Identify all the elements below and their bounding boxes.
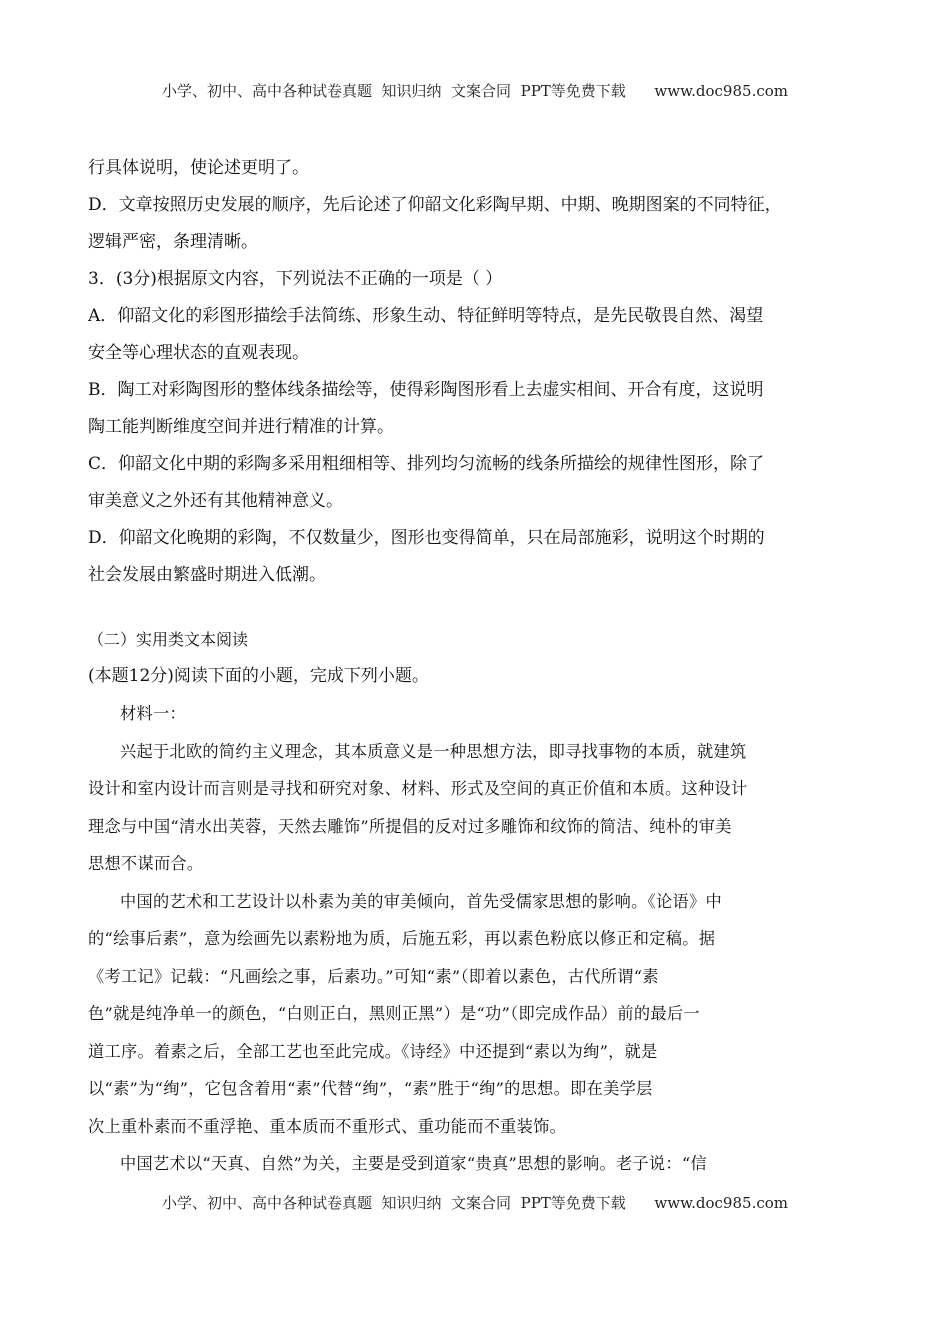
page-footer: 小学、初中、高中各种试卷真题 知识归纳 文案合同 PPT等免费下载 www.doc985.com — [161, 1194, 788, 1212]
passage-line: 兴起于北欧的简约主义理念，其本质意义是一种思想方法，即寻找事物的本质，就建筑 — [120, 741, 747, 761]
section-instruction: (本题12分)阅读下面的小题，完成下列小题。 — [88, 666, 429, 686]
text-line: 陶工能判断维度空间并进行精准的计算。 — [88, 417, 394, 437]
text-line: 审美意义之外还有其他精神意义。 — [88, 491, 343, 511]
option-b-line: B．陶工对彩陶图形的整体线条描绘等，使得彩陶图形看上去虚实相间、开合有度，这说明 — [88, 380, 764, 400]
text-line: 逻辑严密，条理清晰。 — [88, 232, 258, 252]
passage-line: 中国的艺术和工艺设计以朴素为美的审美倾向，首先受儒家思想的影响。《论语》中 — [120, 891, 722, 911]
passage-line: 思想不谋而合。 — [88, 854, 204, 873]
option-d-line: D．文章按照历史发展的顺序，先后论述了仰韶文化彩陶早期、中期、晚期图案的不同特征， — [88, 195, 782, 215]
passage-line: 的“绘事后素”，意为绘画先以素粉地为质，后施五彩，再以素色粉底以修正和定稿。据 — [88, 929, 716, 948]
option-d-line: D．仰韶文化晚期的彩陶，不仅数量少，图形也变得简单，只在局部施彩，说明这个时期的 — [88, 528, 765, 548]
passage-line: 中国艺术以“天真、自然”为关，主要是受到道家“贵真”思想的影响。老子说：“信 — [120, 1154, 707, 1173]
text-line: 安全等心理状态的直观表现。 — [88, 343, 309, 363]
passage-line: 以“素”为“绚”，它包含着用“素”代替“绚”，“素”胜于“绚”的思想。即在美学层 — [88, 1079, 653, 1098]
passage-line: 次上重朴素而不重浮艳、重本质而不重形式、重功能而不重装饰。 — [88, 1116, 567, 1136]
material-label: 材料一： — [120, 704, 186, 723]
question-3: 3．(3分)根据原文内容，下列说法不正确的一项是（ ） — [88, 269, 503, 289]
section-title: （二）实用类文本阅读 — [88, 630, 249, 649]
passage-line: 设计和室内设计而言则是寻找和研究对象、材料、形式及空间的真正价值和本质。这种设计 — [88, 779, 748, 798]
page-header: 小学、初中、高中各种试卷真题 知识归纳 文案合同 PPT等免费下载 www.doc985.com — [161, 82, 788, 100]
document-body — [88, 150, 858, 1183]
passage-line: 色”就是纯净单一的颜色，“白则正白，黑则正黑”）是“功”（即完成作品）前的最后一 — [88, 1004, 700, 1023]
passage-line: 理念与中国“清水出芙蓉，天然去雕饰”所提倡的反对过多雕饰和纹饰的简洁、纯朴的审美 — [88, 816, 732, 836]
text-line: 社会发展由繁盛时期进入低潮。 — [88, 565, 326, 585]
section-gap — [88, 594, 858, 614]
option-a-line: A．仰韶文化的彩图形描绘手法简练、形象生动、特征鲜明等特点，是先民敬畏自然、渴望 — [88, 306, 764, 326]
option-c-line: C．仰韶文化中期的彩陶多采用粗细相等、排列均匀流畅的线条所描绘的规律性图形，除了 — [88, 454, 765, 474]
passage-line: 道工序。着素之后，全部工艺也至此完成。《诗经》中还提到“素以为绚”，就是 — [88, 1041, 658, 1061]
passage-line: 《考工记》记载：“凡画绘之事，后素功。”可知“素”（即着以素色，古代所谓“素 — [88, 966, 659, 986]
text-line: 行具体说明，使论述更明了。 — [88, 158, 309, 178]
